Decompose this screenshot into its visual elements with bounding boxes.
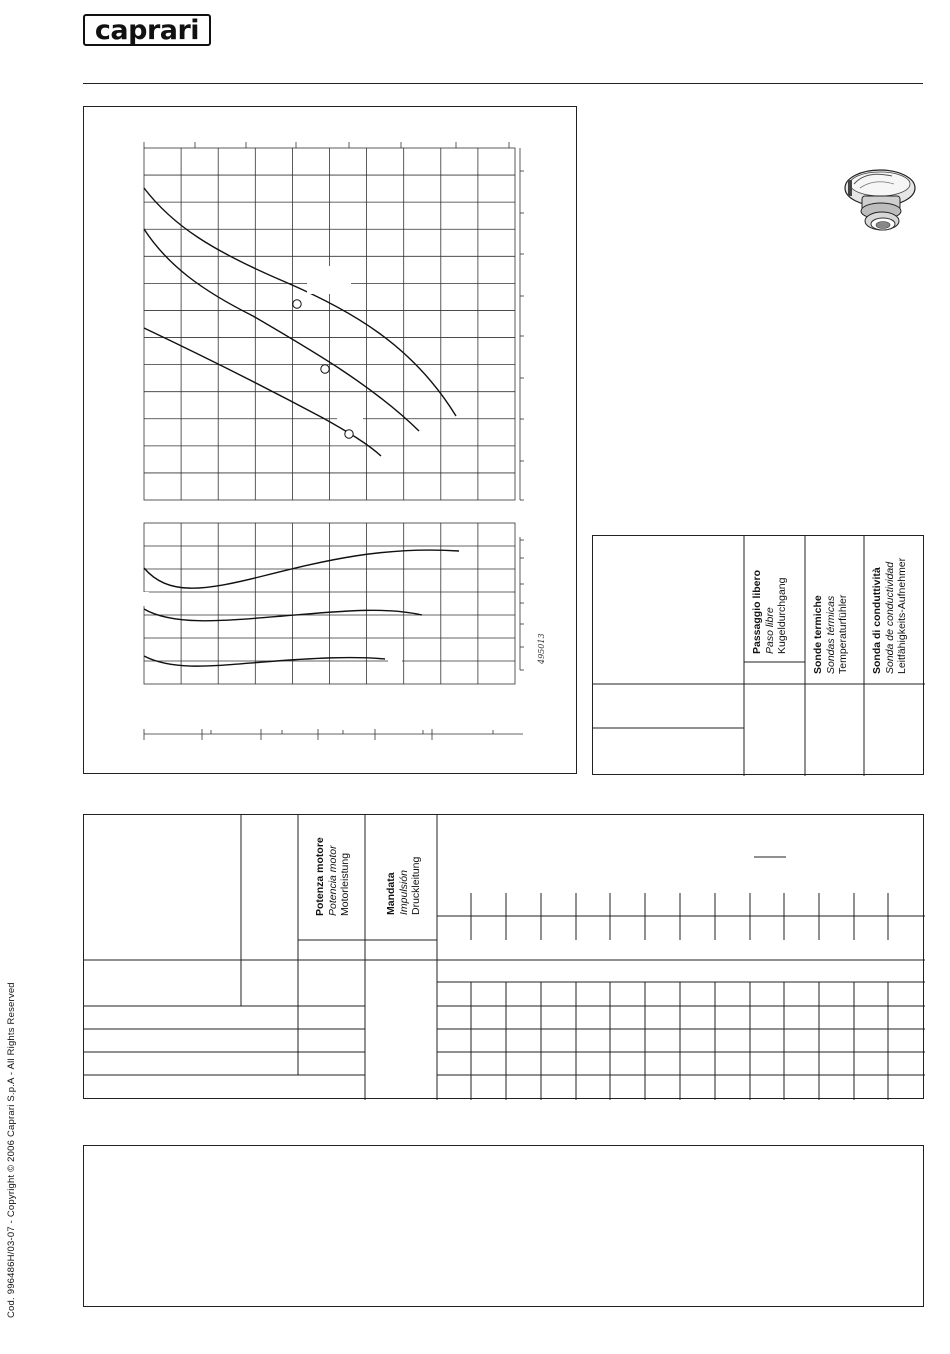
notes-box <box>83 1145 924 1307</box>
models-table <box>83 814 924 1099</box>
brand-logo-text: caprari <box>94 14 200 46</box>
features-table <box>592 535 924 775</box>
copyright-text: Cod. 996486H/03-07 - Copyright © 2006 Caprari S.p.A - All Rights Reserved <box>6 982 17 1318</box>
models-table-grid <box>84 815 925 1100</box>
free-passage-header: Passaggio libero Paso libre Kugeldurchgang <box>751 569 788 654</box>
power-chart-label-gap <box>388 654 402 666</box>
power-chart-label-gap <box>139 592 149 606</box>
chart-code: 495013 <box>537 633 546 664</box>
head-chart-label-gap <box>337 398 363 424</box>
outlet-header: Mandata Impulsión Druckleitung <box>385 856 422 915</box>
conductivity-probe-header: Sonda di conduttività Sonda de conductividad Leitfähigkeits-Aufnehmer <box>871 557 908 674</box>
head-curve-2 <box>144 229 419 431</box>
motor-power-header: Potenza motore Potencia motor Motorleistung <box>314 837 351 916</box>
thermal-probes-header: Sonde termiche Sondas térmicas Temperaturfühler <box>812 594 849 674</box>
duty-point-marker <box>293 300 301 308</box>
pump-impeller-image <box>838 158 930 244</box>
duty-point-marker <box>321 365 329 373</box>
duty-point-marker <box>345 430 353 438</box>
brand-logo <box>83 14 211 46</box>
performance-charts <box>83 106 577 774</box>
header-rule <box>83 83 923 84</box>
head-chart-label-gap <box>307 266 351 294</box>
